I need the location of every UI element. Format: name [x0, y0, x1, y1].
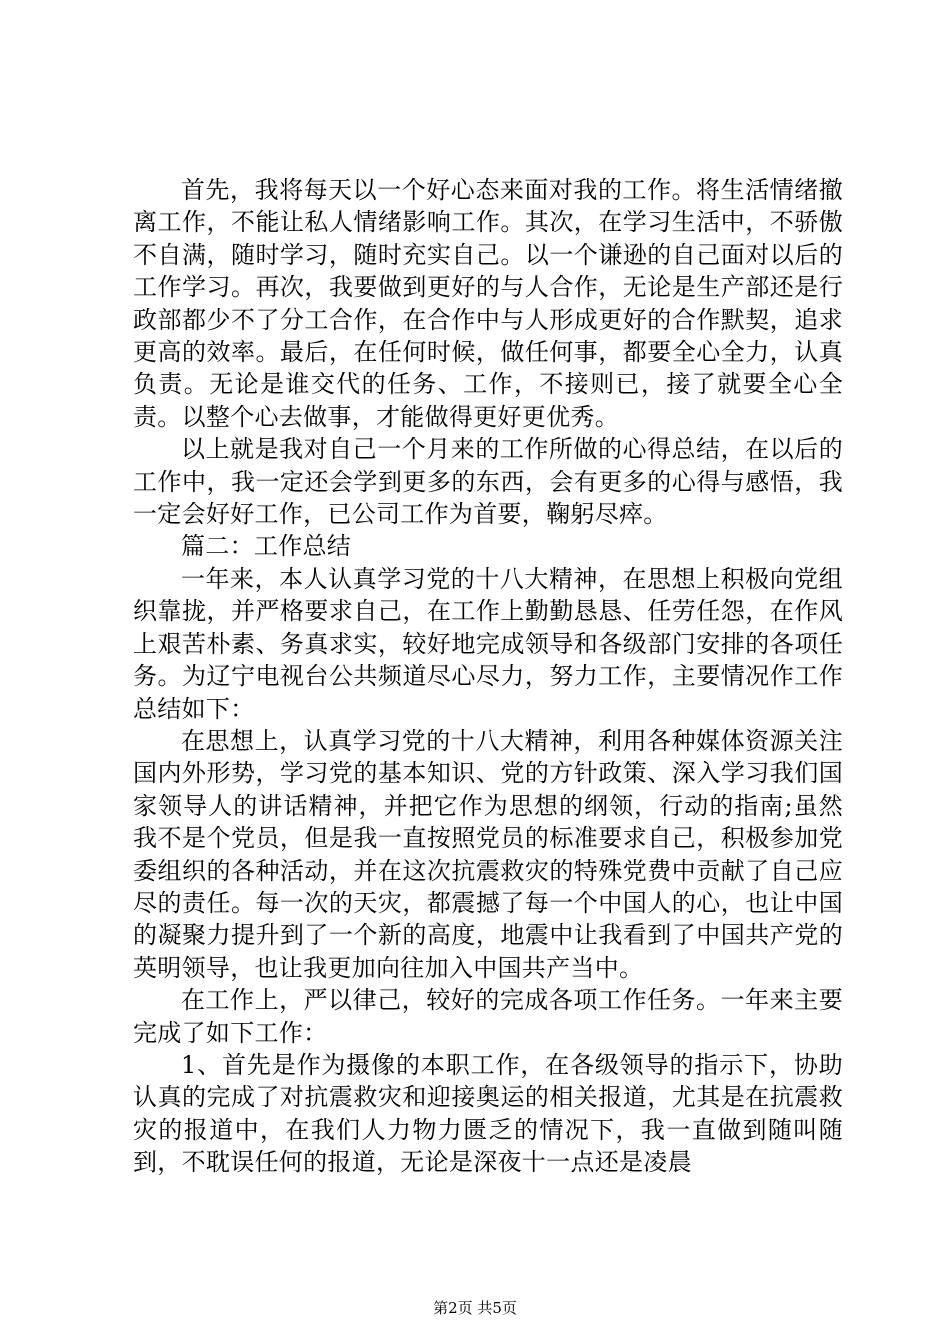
paragraph: 以上就是我对自己一个月来的工作所做的心得总结，在以后的工作中，我一定还会学到更多的东西，会有更多的心得与感悟，我一定会好好工作，已公司工作为首要，鞠躬尽瘁。 — [133, 435, 843, 529]
document-body — [133, 174, 843, 1179]
section-heading: 篇二：工作总结 — [181, 532, 352, 561]
paragraph: 在工作上，严以律己，较好的完成各项工作任务。一年来主要完成了如下工作： — [133, 986, 843, 1047]
page-footer: 第2页 共5页 — [433, 1299, 517, 1317]
paragraph: 一年来，本人认真学习党的十八大精神，在思想上积极向党组织靠拢，并严格要求自己，在工作上勤勤恳恳、任劳任怨，在作风上艰苦朴素、务真求实，较好地完成领导和各级部门安排的各项任务。为辽宁电视台公共频道尽心尽力，努力工作，主要情况作工作总结如下： — [133, 564, 843, 723]
paragraph: 1、首先是作为摄像的本职工作，在各级领导的指示下，协助认真的完成了对抗震救灾和迎接奥运的相关报道，尤其是在抗震救灾的报道中，在我们人力物力匮乏的情况下，我一直做到随叫随到，不耽误任何的报道，无论是深夜十一点还是凌晨 — [133, 1050, 843, 1177]
paragraph: 在思想上，认真学习党的十八大精神，利用各种媒体资源关注国内外形势，学习党的基本知识、党的方针政策、深入学习我们国家领导人的讲话精神，并把它作为思想的纲领，行动的指南;虽然我不是个党员，但是我一直按照党员的标准要求自己，积极参加党委组织的各种活动，并在这次抗震救灾的特殊党费中贡献了自己应尽的责任。每一次的天灾，都震撼了每一个中国人的心，也让中国的凝聚力提升到了一个新的高度，地震中让我看到了中国共产党的英明领导，也让我更加向往加入中国共产当中。 — [133, 726, 843, 982]
paragraph: 首先，我将每天以一个好心态来面对我的工作。将生活情绪撤离工作，不能让私人情绪影响工作。其次，在学习生活中，不骄傲不自满，随时学习，随时充实自己。以一个谦逊的自己面对以后的工作学习。再次，我要做到更好的与人合作，无论是生产部还是行政部都少不了分工合作，在合作中与人形成更好的合作默契，追求更高的效率。最后，在任何时候，做任何事，都要全心全力，认真负责。无论是谁交代的任务、工作，不接则已，接了就要全心全责。以整个心去做事，才能做得更好更优秀。 — [133, 176, 843, 431]
